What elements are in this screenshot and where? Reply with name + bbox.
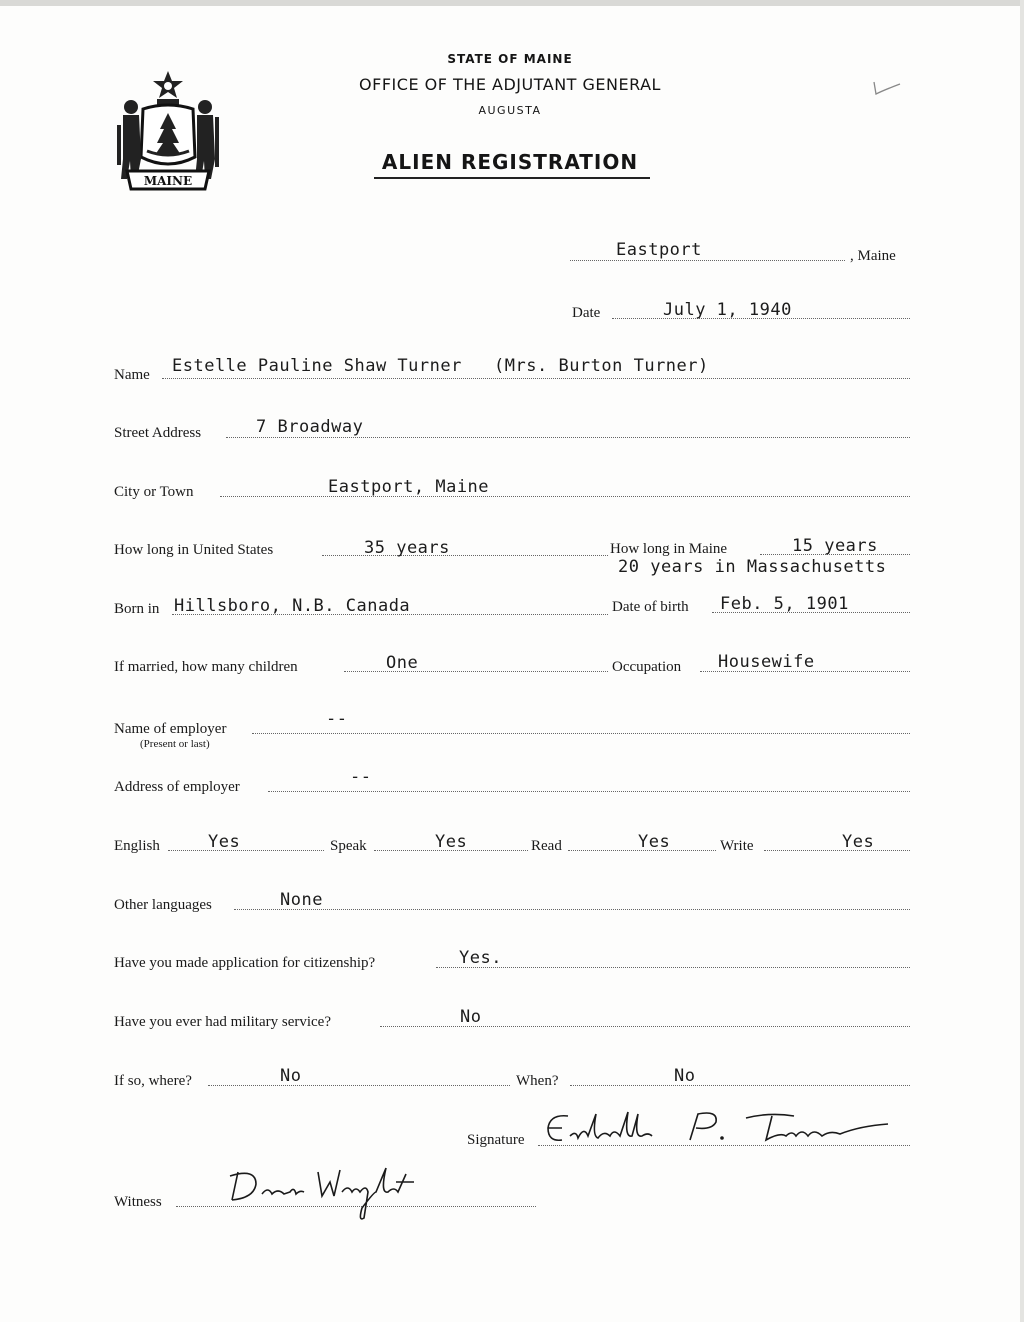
city-value: Eastport, Maine — [328, 477, 490, 497]
dob-value: Feb. 5, 1901 — [720, 594, 849, 614]
residence-note: 20 years in Massachusetts — [618, 557, 887, 577]
name-label: Name — [114, 367, 150, 383]
location-line — [570, 260, 845, 261]
street-label: Street Address — [114, 425, 202, 441]
seal-text: MAINE — [143, 174, 193, 188]
form-title: ALIEN REGISTRATION — [381, 150, 639, 174]
speak-value: Yes — [435, 832, 468, 852]
maine-duration-value: 15 years — [792, 536, 878, 556]
employer-address-value: -- — [350, 767, 372, 787]
date-value: July 1, 1940 — [663, 300, 792, 320]
street-value: 7 Broadway — [256, 417, 364, 437]
when-line — [570, 1085, 910, 1086]
born-label: Born in — [114, 601, 160, 617]
street-line — [226, 437, 910, 438]
location-suffix: , Maine — [850, 248, 896, 264]
english-label: English — [114, 838, 160, 854]
city-label: City or Town — [114, 484, 194, 500]
where-line — [208, 1085, 510, 1086]
write-value: Yes — [842, 832, 875, 852]
other-languages-label: Other languages — [114, 897, 212, 913]
when-label: When? — [516, 1073, 559, 1089]
maine-state-seal — [113, 67, 223, 195]
english-value: Yes — [208, 832, 241, 852]
employer-name-sublabel: (Present or last) — [140, 738, 210, 750]
read-value: Yes — [638, 832, 671, 852]
speak-label: Speak — [330, 838, 367, 854]
check-mark-icon — [870, 78, 904, 98]
other-languages-value: None — [280, 890, 323, 910]
military-value: No — [460, 1007, 482, 1027]
where-label: If so, where? — [114, 1073, 192, 1089]
military-label: Have you ever had military service? — [114, 1014, 331, 1030]
name-line — [162, 378, 910, 379]
children-line — [344, 671, 608, 672]
where-value: No — [280, 1066, 302, 1086]
header-office: OFFICE OF THE ADJUTANT GENERAL — [359, 75, 661, 94]
born-value: Hillsboro, N.B. Canada — [174, 596, 411, 616]
header-city: AUGUSTA — [478, 104, 542, 117]
children-label: If married, how many children — [114, 659, 298, 675]
citizenship-value: Yes. — [459, 948, 502, 968]
signature-handwriting — [540, 1106, 910, 1152]
write-label: Write — [720, 838, 754, 854]
name-value: Estelle Pauline Shaw Turner (Mrs. Burton Turner) — [172, 356, 709, 376]
employer-name-label: Name of employer — [114, 721, 227, 737]
header-state: STATE OF MAINE — [447, 52, 573, 66]
english-line — [168, 850, 324, 851]
occupation-value: Housewife — [718, 652, 815, 672]
employer-name-line — [252, 733, 910, 734]
title-underline — [374, 177, 650, 179]
witness-label: Witness — [114, 1194, 162, 1210]
date-label: Date — [572, 305, 601, 321]
city-line — [220, 496, 910, 497]
write-line — [764, 850, 910, 851]
employer-address-line — [268, 791, 910, 792]
us-duration-value: 35 years — [364, 538, 450, 558]
occupation-label: Occupation — [612, 659, 682, 675]
us-duration-label: How long in United States — [114, 542, 274, 558]
read-label: Read — [531, 838, 562, 854]
children-value: One — [386, 653, 419, 673]
citizenship-line — [436, 967, 910, 968]
employer-name-value: -- — [326, 709, 348, 729]
when-value: No — [674, 1066, 696, 1086]
employer-address-label: Address of employer — [114, 779, 240, 795]
scan-edge-top — [0, 0, 1024, 6]
scan-edge-right — [1020, 0, 1024, 1322]
witness-handwriting — [226, 1162, 426, 1228]
dob-label: Date of birth — [612, 599, 689, 615]
other-languages-line — [234, 909, 910, 910]
signature-label: Signature — [467, 1132, 525, 1148]
location-value: Eastport — [616, 240, 702, 260]
citizenship-label: Have you made application for citizenship? — [114, 955, 376, 971]
maine-duration-label: How long in Maine — [610, 541, 728, 557]
